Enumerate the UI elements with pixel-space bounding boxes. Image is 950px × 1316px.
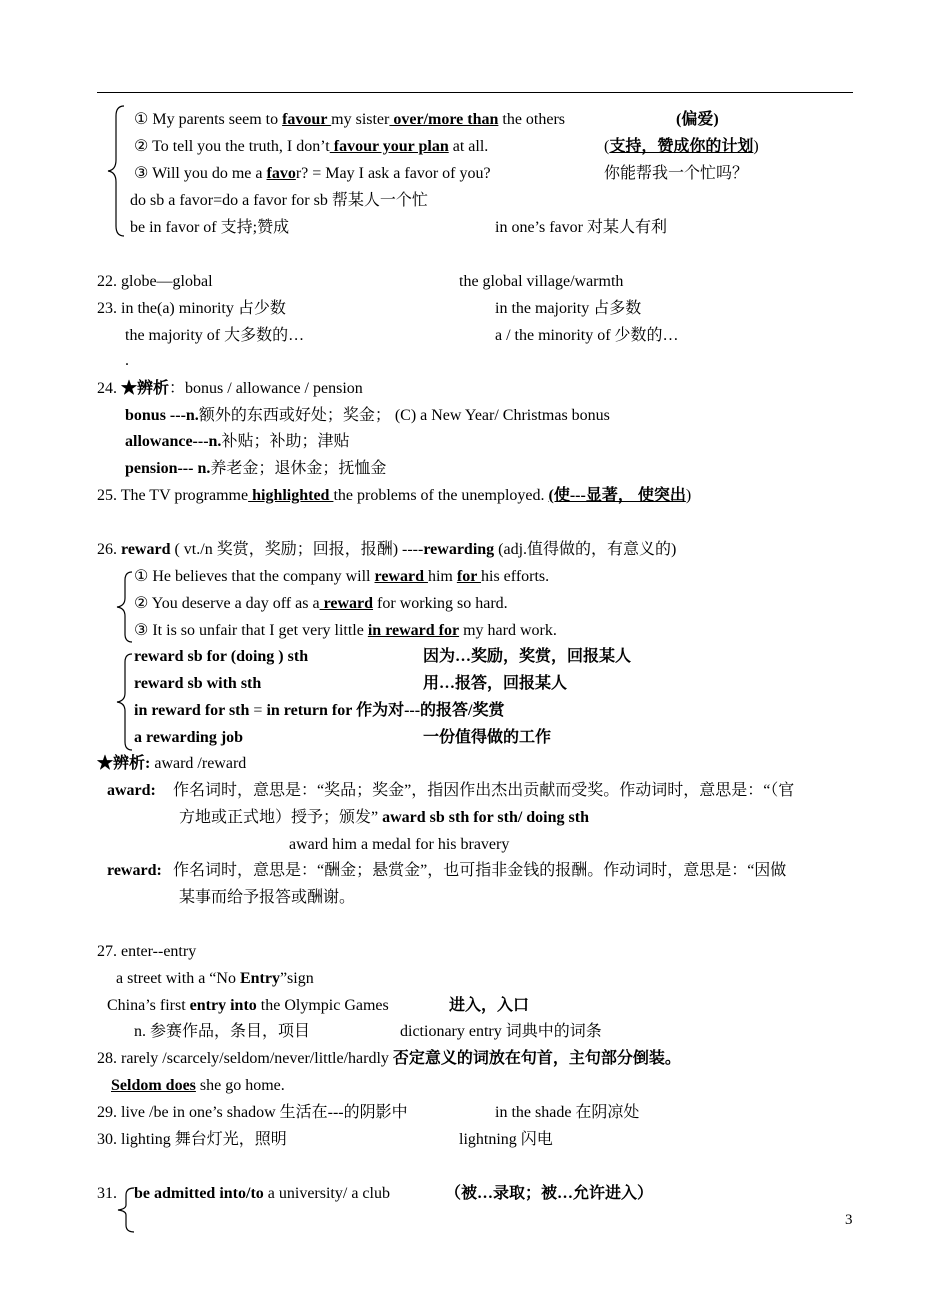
- item-23-c: the majority of 大多数的…: [125, 327, 305, 344]
- brace-favour: [102, 104, 128, 238]
- item-28-example: Seldom does she go home.: [111, 1077, 285, 1094]
- brace-item-31: [114, 1186, 136, 1234]
- item-26-heading: 26. reward ( vt./n 奖赏，奖励；回报，报酬) ----rewarding (adj.值得做的，有意义的): [97, 541, 677, 558]
- item-27-heading: 27. enter--entry: [97, 943, 197, 960]
- brace-reward-examples: [112, 570, 136, 644]
- item-24-pension: pension--- n.养老金；退休金；抚恤金: [125, 460, 387, 477]
- item-31-zh: （被…录取；被…允许进入）: [445, 1185, 654, 1202]
- reward-text-1: 作名词时，意思是：“酬金；悬赏金”，也可指非金钱的报酬。作动词时，意思是：“因做: [173, 862, 787, 879]
- item-23-b: in the majority 占多数: [495, 300, 642, 317]
- item-26-example-3: ③ It is so unfair that I get very little in reward for my hard work.: [134, 622, 557, 639]
- reward-text-2: 某事而给予报答或酬谢。: [179, 889, 356, 906]
- reward-phrase-2-zh: 用…报答，回报某人: [423, 675, 568, 692]
- item-26-example-1: ① He believes that the company will reward him for his efforts.: [134, 568, 550, 585]
- favour-line-4: do sb a favor=do a favor for sb 帮某人一个忙: [130, 192, 428, 209]
- favour-note-3: 你能帮我一个忙吗？: [604, 165, 749, 182]
- favour-note-2: (支持，赞成你的计划): [604, 138, 759, 155]
- item-31: be admitted into/to a university/ a club: [134, 1185, 390, 1202]
- favour-line-5b: in one’s favor 对某人有利: [495, 219, 667, 236]
- reward-phrase-1-zh: 因为…奖励，奖赏，回报某人: [423, 648, 632, 665]
- reward-phrase-3: in reward for sth = in return for 作为对---的报答/奖赏: [134, 702, 505, 719]
- item-28: 28. rarely /scarcely/seldom/never/little/hardly 否定意义的词放在句首，主句部分倒装。: [97, 1050, 681, 1067]
- item-24-allowance: allowance---n.补贴；补助；津贴: [125, 433, 350, 450]
- award-text-2: 方地或正式地）授予；颁发” award sb sth for sth/ doing sth: [179, 809, 589, 826]
- analysis-heading: ★辨析: award /reward: [97, 755, 247, 772]
- item-27-line-2: China’s first entry into the Olympic Games: [107, 997, 389, 1014]
- item-27-line-3b: dictionary entry 词典中的词条: [400, 1023, 602, 1040]
- item-29-b: in the shade 在阴凉处: [495, 1104, 640, 1121]
- reward-phrase-1-en: reward sb for (doing ) sth: [134, 648, 309, 665]
- award-label: award:: [107, 782, 156, 799]
- item-30-b: lightning 闪电: [459, 1131, 553, 1148]
- favour-example-3: ③ Will you do me a favor? = May I ask a favor of you?: [134, 165, 491, 182]
- reward-phrase-4-en: a rewarding job: [134, 729, 244, 746]
- item-24-bonus: bonus ---n.额外的东西或好处；奖金； (C) a New Year/ Christmas bonus: [125, 407, 610, 424]
- item-23-d: a / the minority of 少数的…: [495, 327, 679, 344]
- favour-example-2: ② To tell you the truth, I don’t favour your plan at all.: [134, 138, 489, 155]
- item-22-b: the global village/warmth: [459, 273, 624, 290]
- favour-note-1: (偏爱): [676, 111, 719, 128]
- item-22-a: 22. globe—global: [97, 273, 213, 290]
- item-27-line-1: a street with a “No Entry”sign: [116, 970, 314, 987]
- item-27-line-2-zh: 进入，入口: [449, 997, 530, 1014]
- page-number: 3: [845, 1212, 853, 1228]
- award-example: award him a medal for his bravery: [289, 836, 510, 853]
- item-25: 25. The TV programme highlighted the problems of the unemployed. (使---显著， 使突出): [97, 487, 692, 504]
- header-rule: [97, 92, 853, 93]
- item-24-heading: 24. ★辨析：bonus / allowance / pension: [97, 380, 363, 397]
- favour-line-5a: be in favor of 支持;赞成: [130, 219, 290, 236]
- item-30-a: 30. lighting 舞台灯光，照明: [97, 1131, 287, 1148]
- item-27-line-3a: n. 参赛作品，条目，项目: [134, 1023, 311, 1040]
- brace-reward-phrases: [112, 652, 136, 752]
- item-26-example-2: ② You deserve a day off as a reward for working so hard.: [134, 595, 508, 612]
- item-23-e: .: [125, 352, 129, 369]
- item-29-a: 29. live /be in one’s shadow 生活在---的阴影中: [97, 1104, 408, 1121]
- award-text-1: 作名词时，意思是：“奖品；奖金”，指因作出杰出贡献而受奖。作动词时，意思是：“（官: [173, 782, 795, 799]
- item-23-a: 23. in the(a) minority 占少数: [97, 300, 286, 317]
- reward-label: reward:: [107, 862, 162, 879]
- favour-example-1: ① My parents seem to favour my sister over/more than the others: [134, 111, 566, 128]
- reward-phrase-4-zh: 一份值得做的工作: [423, 729, 552, 746]
- item-31-number: 31.: [97, 1185, 117, 1202]
- reward-phrase-2-en: reward sb with sth: [134, 675, 262, 692]
